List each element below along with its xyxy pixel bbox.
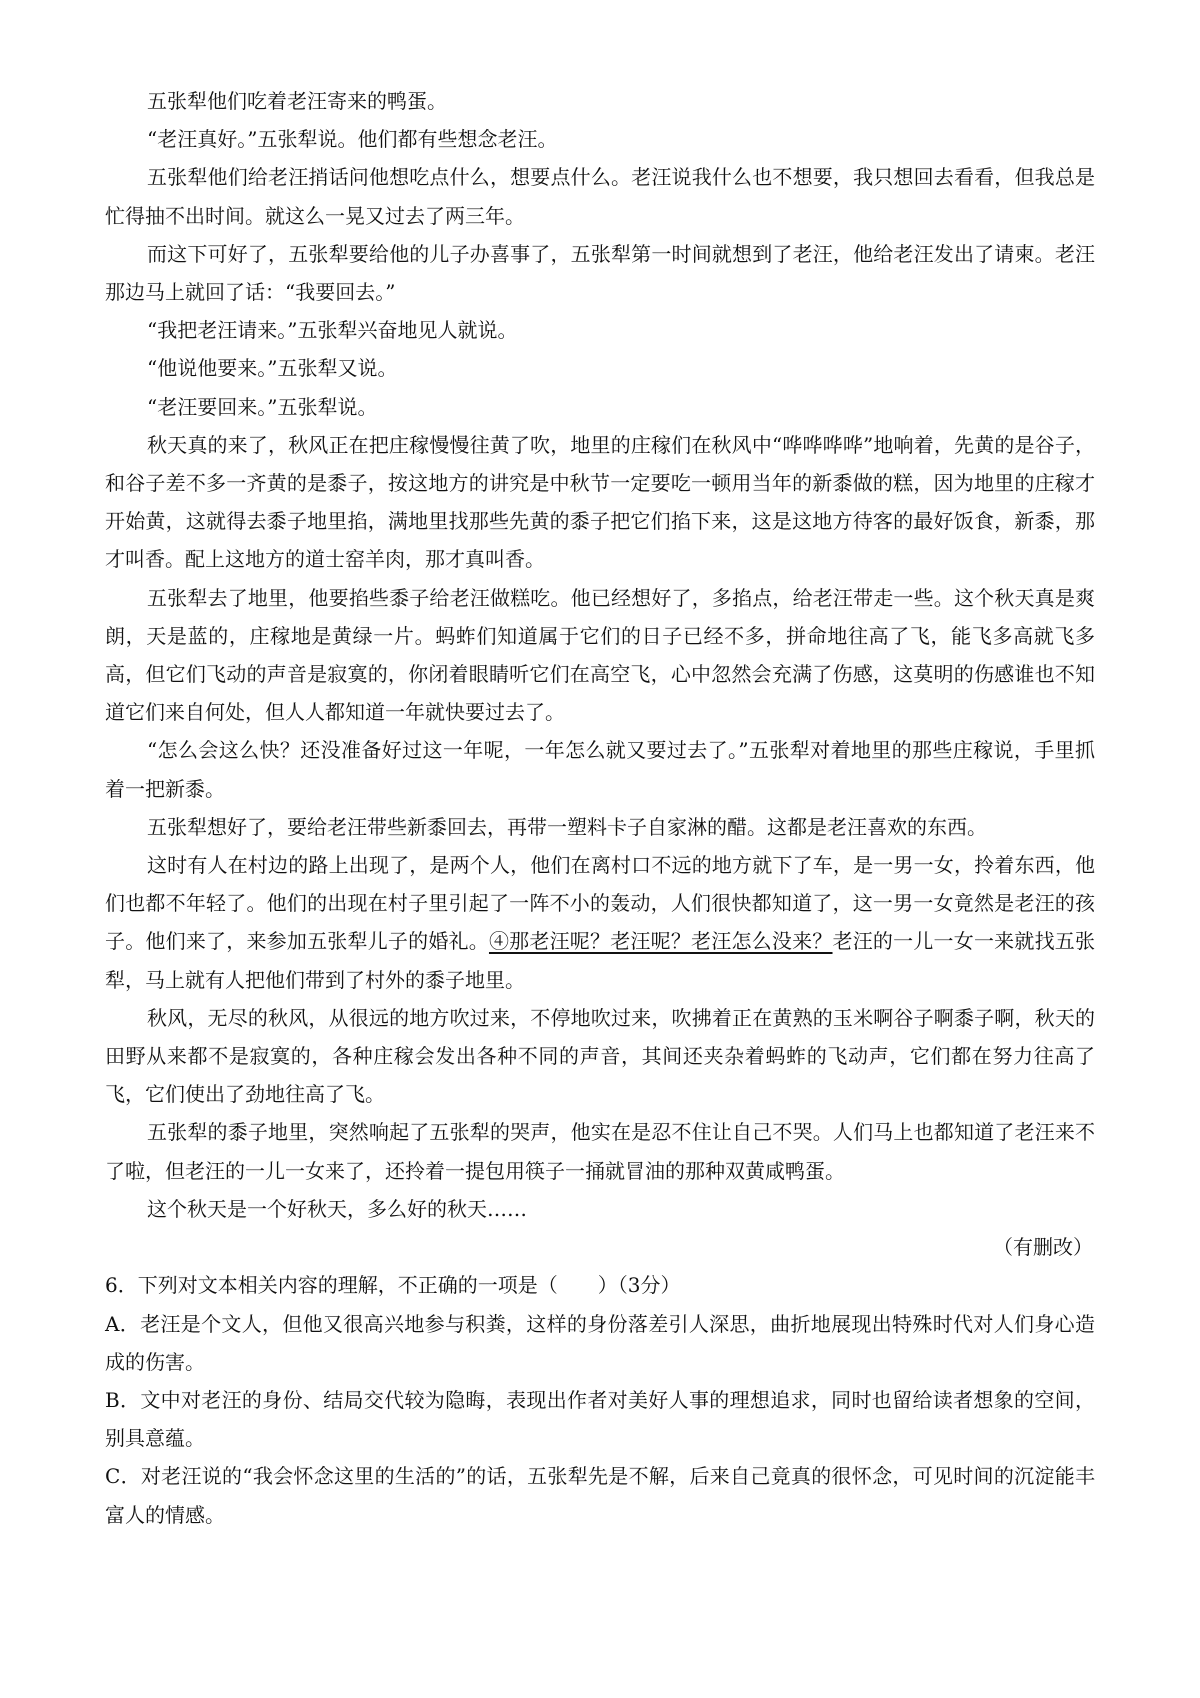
paragraph: 五张犁去了地里，他要掐些黍子给老汪做糕吃。他已经想好了，多掐点，给老汪带走一些。这个秋天真是爽朗，天是蓝的，庄稼地是黄绿一片。蚂蚱们知道属于它们的日子已经不多，拼命地往高了飞，能飞多高就飞多高，但它们飞动的声音是寂寞的，你闭着眼睛听它们在高空飞，心中忽然会充满了伤感，这莫明的伤感谁也不知道它们来自何处，但人人都知道一年就快要过去了。: [105, 585, 1095, 725]
option-c: C．对老汪说的“我会怀念这里的生活的”的话，五张犁先是不解，后来自己竟真的很怀念，可见时间的沉淀能丰富人的情感。: [105, 1464, 1095, 1527]
paragraph: “怎么会这么快？还没准备好过这一年呢，一年怎么就又要过去了。”五张犁对着地里的那些庄稼说，手里抓着一把新黍。: [105, 738, 1095, 801]
question-stem: 6．下列对文本相关内容的理解，不正确的一项是（ ）（3分）: [105, 1273, 681, 1298]
paragraph: 五张犁的黍子地里，突然响起了五张犁的哭声，他实在是忍不住让自己不哭。人们马上也都知道了老汪来不了啦，但老汪的一儿一女来了，还拎着一提包用筷子一捅就冒油的那种双黄咸鸭蛋。: [105, 1120, 1095, 1183]
underlined-sentence-4: ④那老汪呢？老汪呢？老汪怎么没来？: [488, 929, 833, 954]
source-note: （有删改）: [993, 1235, 1093, 1260]
paragraph-text: 老汪的一儿一女一来就找五张犁，马上就有人把他们带到了村外的黍子地里。: [105, 929, 1096, 992]
paragraph: 秋天真的来了，秋风正在把庄稼慢慢往黄了吹，地里的庄稼们在秋风中“哗哗哗哗”地响着，先黄的是谷子，和谷子差不多一齐黄的是黍子，按这地方的讲究是中秋节一定要吃一顿用当年的新黍做的糕，因为地里的庄稼才开始黄，这就得去黍子地里掐，满地里找那些先黄的黍子把它们掐下来，这是这地方待客的最好饭食，新黍，那才叫香。配上这地方的道士窑羊肉，那才真叫香。: [105, 432, 1095, 572]
paragraph-text: 这时有人在村边的路上出现了，是两个人，他们在离村口不远的地方就下了车，是一男一女，拎着东西，他们也都不年轻了。他们的出现在村子里引起了一阵不小的轰动，人们很快都知道了，这一男一女竟然是老汪的孩子。他们来了，来参加五张犁儿子的婚礼。: [105, 853, 1095, 954]
document-page: [105, 82, 1095, 1534]
paragraph: “我把老汪请来。”五张犁兴奋地见人就说。: [147, 318, 518, 343]
paragraph: “他说他要来。”五张犁又说。: [147, 356, 398, 381]
paragraph: 五张犁他们给老汪捎话问他想吃点什么，想要点什么。老汪说我什么也不想要，我只想回去看看，但我总是忙得抽不出时间。就这么一晃又过去了两三年。: [105, 165, 1095, 228]
paragraph: 这个秋天是一个好秋天，多么好的秋天……: [147, 1196, 527, 1221]
paragraph-with-underlined-sentence: [105, 846, 1095, 999]
option-a: A．老汪是个文人，但他又很高兴地参与积粪，这样的身份落差引人深思，曲折地展现出特殊时代对人们身心造成的伤害。: [105, 1311, 1095, 1374]
paragraph: 而这下可好了，五张犁要给他的儿子办喜事了，五张犁第一时间就想到了老汪，他给老汪发出了请柬。老汪那边马上就回了话：“我要回去。”: [105, 241, 1095, 305]
paragraph: 秋风，无尽的秋风，从很远的地方吹过来，不停地吹过来，吹拂着正在黄熟的玉米啊谷子啊黍子啊，秋天的田野从来都不是寂寞的，各种庄稼会发出各种不同的声音，其间还夹杂着蚂蚱的飞动声，它们都在努力往高了飞，它们使出了劲地往高了飞。: [105, 1005, 1095, 1107]
paragraph: “老汪要回来。”五张犁说。: [147, 394, 378, 419]
paragraph: 五张犁他们吃着老汪寄来的鸭蛋。: [147, 89, 447, 113]
paragraph: “老汪真好。”五张犁说。他们都有些想念老汪。: [147, 127, 558, 152]
paragraph: 五张犁想好了，要给老汪带些新黍回去，再带一塑料卡子自家淋的醋。这都是老汪喜欢的东西。: [147, 814, 987, 839]
option-b: B．文中对老汪的身份、结局交代较为隐晦，表现出作者对美好人事的理想追求，同时也留给读者想象的空间，别具意蕴。: [105, 1387, 1095, 1451]
